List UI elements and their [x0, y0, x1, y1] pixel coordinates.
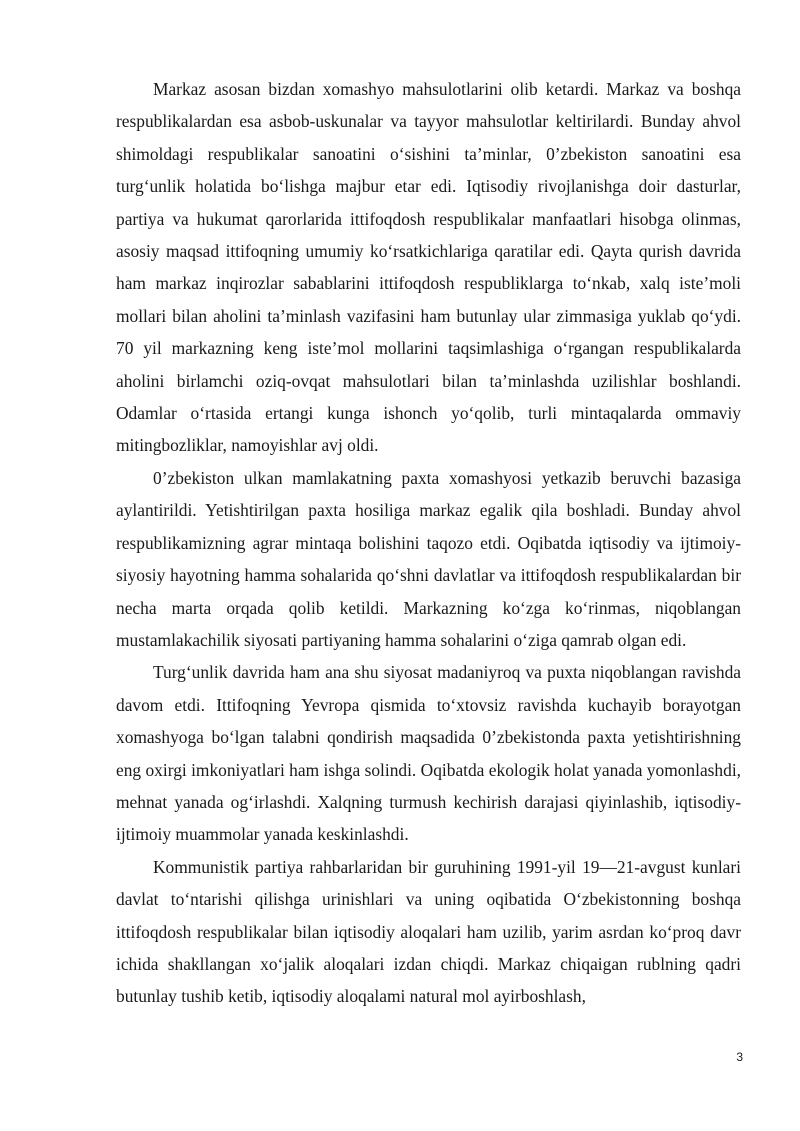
page-number: 3 — [736, 1050, 743, 1064]
paragraph-3: Turg‘unlik davrida ham ana shu siyosat madaniyroq va puxta niqoblangan ravishda davom etdi. Ittifoqning Yevropa qismida to‘xtovsiz ravishda kuchayib borayotgan xomashyoga bo‘lgan talabni qondirish maqsadida 0’zbekistonda paxta yetishtirishning eng oxirgi imkoniyatlari ham ishga solindi. Oqibatda ekologik holat yanada yomonlashdi, mehnat yanada og‘irlashdi. Xalqning turmush kechirish darajasi qiyinlashib, iqtisodiy-ijtimoiy muammolar yanada keskinlashdi. — [116, 662, 741, 845]
paragraph-1: Markaz asosan bizdan xomashyo mahsulotlarini olib ketardi. Markaz va boshqa respublikalardan esa asbob-uskunalar va tayyor mahsulotlar keltirilardi. Bunday ahvol shimoldagi respublikalar sanoatini o‘sishini ta’minlar, 0’zbekiston sanoatini esa turg‘unlik holatida bo‘lishga majbur etar edi. Iqtisodiy rivojlanishga doir dasturlar, partiya va hukumat qarorlarida ittifoqdosh respublikalar manfaatlari hisobga olinmas, asosiy maqsad ittifoqning umumiy ko‘rsatkichlariga qaratilar edi. Qayta qurish davrida ham markaz inqirozlar sabablarini ittifoqdosh respubliklarga to‘nkab, xalq iste’moli mollari bilan aholini ta’minlash vazifasini ham butunlay ular zimmasiga yuklab qo‘ydi. 70 yil markazning keng iste’mol mollarini taqsimlashiga o‘rgangan respublikalarda aholini birlamchi oziq-ovqat mahsulotlari bilan ta’minlashda uzilishlar boshlandi. Odamlar o‘rtasida ertangi kunga ishonch yo‘qolib, turli mintaqalarda ommaviy mitingbozliklar, namoyishlar avj oldi. — [116, 79, 741, 456]
paragraph-4: Kommunistik partiya rahbarlaridan bir guruhining 1991-yil 19—21-avgust kunlari davlat to‘ntarishi qilishga urinishlari va uning oqibatida O‘zbekistonning boshqa ittifoqdosh respublikalar bilan iqtisodiy aloqalari ham uzilib, yarim asrdan ko‘proq davr ichida shakllangan xo‘jalik aloqalari izdan chiqdi. Markaz chiqaigan rublning qadri butunlay tushib ketib, iqtisodiy aloqalami natural mol ayirboshlash, — [116, 856, 741, 1007]
document-body — [116, 73, 741, 1013]
paragraph-2: 0’zbekiston ulkan mamlakatning paxta xomashyosi yetkazib beruvchi bazasiga aylantirildi. Yetishtirilgan paxta hosiliga markaz egalik qila boshladi. Bunday ahvol respublikamizning agrar mintaqa bolishini taqozo etdi. Oqibatda iqtisodiy va ijtimoiy-siyosiy hayotning hamma sohalarida qo‘shni davlatlar va ittifoqdosh respublikalardan bir necha marta orqada qolib ketildi. Markazning ko‘zga ko‘rinmas, niqoblangan mustamlakachilik siyosati partiyaning hamma sohalarini o‘ziga qamrab olgan edi. — [116, 467, 741, 650]
